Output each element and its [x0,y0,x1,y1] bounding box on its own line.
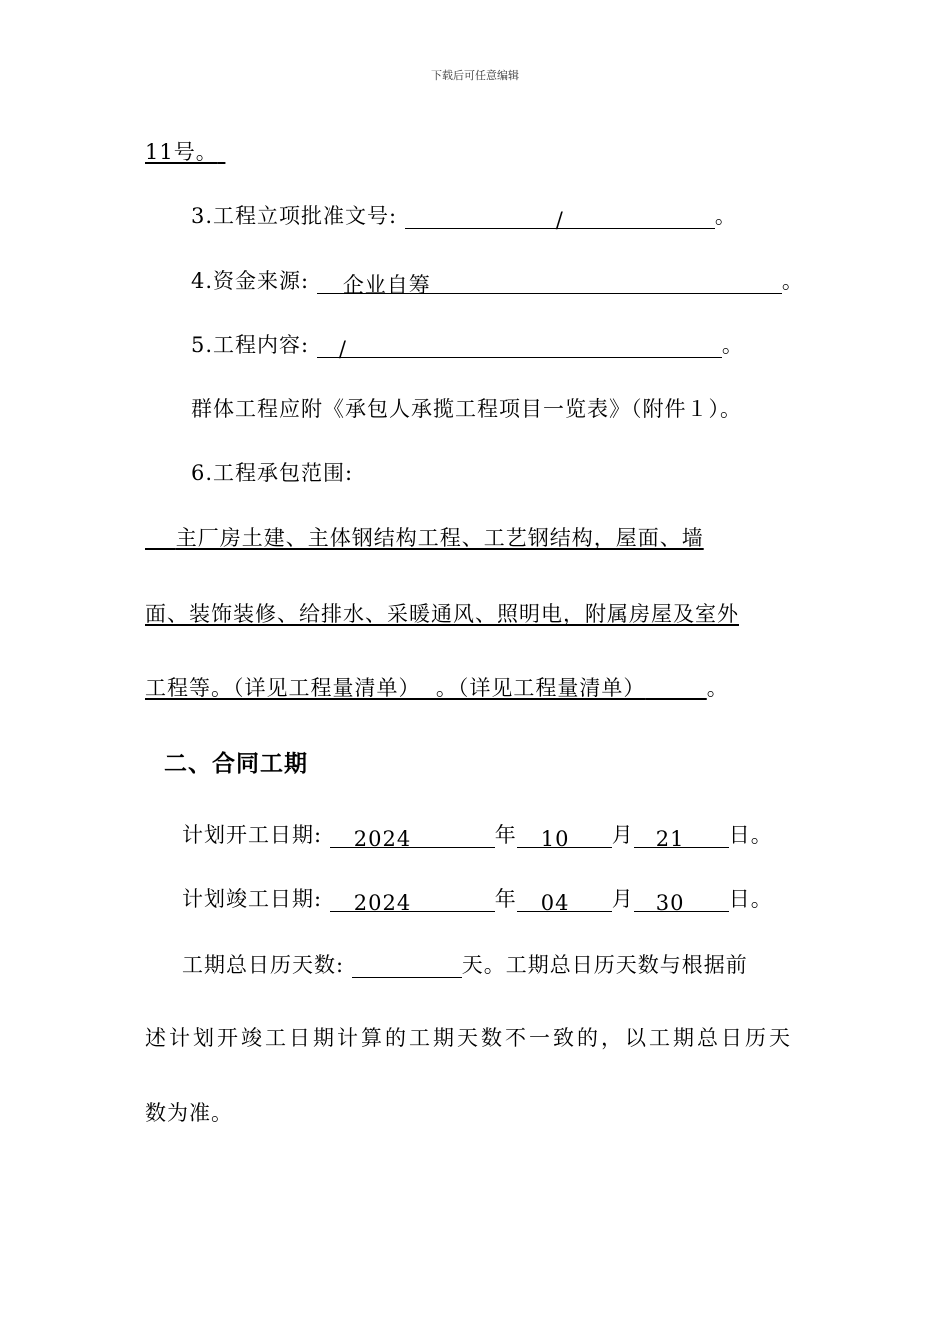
section-title-contract-period: 二、合同工期 [164,751,308,777]
start-label: 计划开工日期: [182,823,323,847]
content-end: 。 [721,333,744,357]
funding-value: 企业自筹 [342,273,431,297]
scope-label: 6.工程承包范围: [191,461,354,485]
content-value: / [338,337,347,361]
start-month: 10 [540,827,570,851]
approval-value: / [555,208,564,232]
total-days-tail: 天。工期总日历天数与根据前 [461,953,748,977]
total-days-line [182,952,748,978]
carryover-text: 11号。 [145,140,218,164]
finish-day-unit: 日。 [728,887,773,911]
start-year-unit: 年 [494,823,517,847]
approval-label: 3.工程立项批准文号: [191,204,398,228]
finish-day-field[interactable] [634,889,729,915]
funding-label: 4.资金来源: [191,269,310,293]
content-label: 5.工程内容: [191,333,310,357]
approval-line [191,203,737,232]
start-day-field[interactable] [634,825,729,851]
finish-month-unit: 月 [611,887,634,911]
period-note-line-3: 数为准。 [145,1101,233,1125]
funding-line [191,268,804,297]
finish-year-field[interactable] [330,889,495,915]
total-days-label: 工期总日历天数: [182,953,345,977]
scope-text-3: 工程等。（详见工程量清单） 。（详见工程量清单） [145,676,646,700]
funding-end: 。 [781,269,804,293]
content-line [191,332,744,361]
start-date-line [182,822,773,851]
scope-line-2 [145,601,739,627]
scope-line-1 [145,525,704,551]
page-header-note: 下载后可任意编辑 [431,69,519,82]
approval-field[interactable] [405,206,715,232]
finish-date-line [182,886,773,915]
start-year: 2024 [353,827,412,851]
scope-text-1: 主厂房土建、主体钢结构工程、工艺钢结构，屋面、墙 [175,526,704,550]
finish-year-unit: 年 [494,887,517,911]
content-field[interactable] [317,335,722,361]
finish-year: 2024 [353,891,412,915]
period-note-line-2: 述计划开竣工日期计算的工期天数不一致的，以工期总日历天 [145,1026,793,1050]
funding-field[interactable] [317,271,782,297]
group-note: 群体工程应附《承包人承揽工程项目一览表》（附件１）。 [191,397,742,421]
scope-line-3 [145,675,729,701]
start-month-field[interactable] [517,825,612,851]
start-day: 21 [655,827,685,851]
carryover-line [145,139,225,165]
start-year-field[interactable] [330,825,495,851]
start-day-unit: 日。 [728,823,773,847]
approval-end: 。 [714,204,737,228]
finish-month-field[interactable] [517,889,612,915]
scope-end: 。 [706,676,729,700]
scope-text-2: 面、装饰装修、给排水、采暖通风、照明电，附属房屋及室外 [145,602,739,626]
start-month-unit: 月 [611,823,634,847]
finish-month: 04 [540,891,570,915]
finish-day: 30 [655,891,685,915]
total-days-field[interactable] [352,955,462,978]
finish-label: 计划竣工日期: [182,887,323,911]
